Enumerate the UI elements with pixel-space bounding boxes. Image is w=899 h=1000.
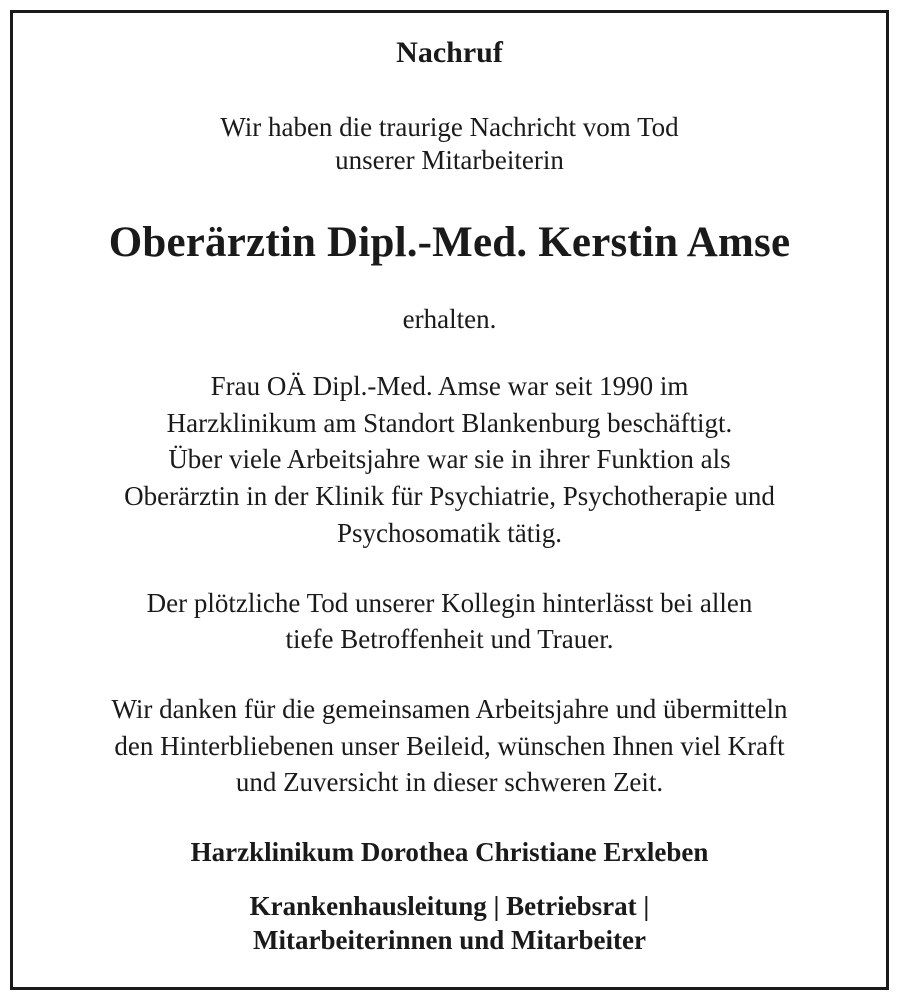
career-line: Über viele Arbeitsjahre war sie in ihrer Funktion als xyxy=(168,444,731,474)
career-line: Oberärztin in der Klinik für Psychiatrie, Psychotherapie und xyxy=(124,481,775,511)
intro-line: unserer Mitarbeiterin xyxy=(335,145,564,175)
career-line: Psychosomatik tätig. xyxy=(337,518,562,548)
thanks-line: und Zuversicht in dieser schweren Zeit. xyxy=(235,767,664,797)
intro-line: Wir haben die traurige Nachricht vom Tod xyxy=(220,112,679,142)
signatory-line: Krankenhausleitung | Betriebsrat | xyxy=(249,891,650,921)
grief-line: Der plötzliche Tod unserer Kollegin hinterlässt bei allen xyxy=(146,588,753,618)
thanks-line: Wir danken für die gemeinsamen Arbeitsjahre und übermitteln xyxy=(111,694,788,724)
career-line: Frau OÄ Dipl.-Med. Amse war seit 1990 im xyxy=(210,371,689,401)
grief-line: tiefe Betroffenheit und Trauer. xyxy=(285,624,614,654)
career-line: Harzklinikum am Standort Blankenburg beschäftigt. xyxy=(166,408,733,438)
received-line: erhalten. xyxy=(402,304,497,334)
obituary-heading: Nachruf xyxy=(396,36,503,69)
institution-name: Harzklinikum Dorothea Christiane Erxleben xyxy=(190,837,709,867)
deceased-name: Oberärztin Dipl.-Med. Kerstin Amse xyxy=(108,219,791,266)
thanks-line: den Hinterbliebenen unser Beileid, wünschen Ihnen viel Kraft xyxy=(114,731,785,761)
signatory-line: Mitarbeiterinnen und Mitarbeiter xyxy=(253,925,646,955)
